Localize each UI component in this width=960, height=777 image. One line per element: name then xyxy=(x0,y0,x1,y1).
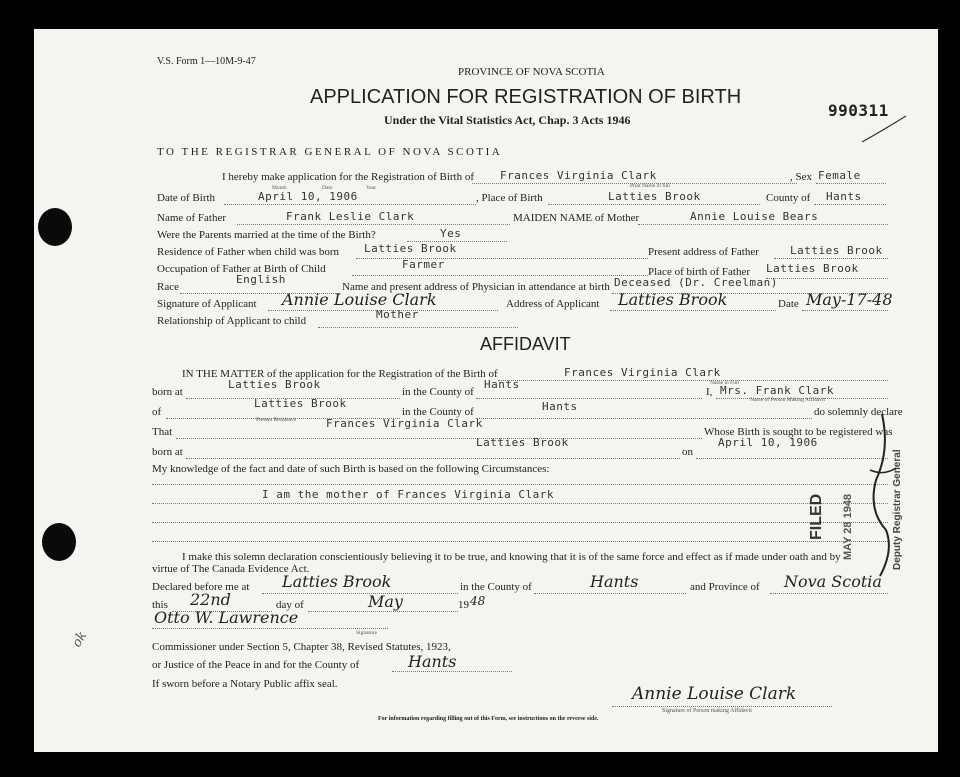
declared-province: Nova Scotia xyxy=(784,572,882,591)
declared-day: 22nd xyxy=(190,590,231,609)
relationship-value: Mother xyxy=(376,308,419,321)
field-line xyxy=(534,593,686,594)
child-name-value: Frances Virginia Clark xyxy=(500,169,657,182)
declared-month: May xyxy=(368,592,403,611)
applicant-signature-label: Signature of Applicant xyxy=(157,298,257,310)
field-line xyxy=(774,258,888,259)
checkmark-icon xyxy=(860,112,910,152)
sex-value: Female xyxy=(818,169,861,182)
field-line xyxy=(224,204,476,205)
applicant-date: May-17-48 xyxy=(806,290,893,309)
field-line xyxy=(152,628,388,629)
month-hint: Month xyxy=(272,185,287,191)
on-label: on xyxy=(682,446,693,458)
date-hint: Date xyxy=(322,185,333,191)
field-line xyxy=(352,275,648,276)
province-heading: PROVINCE OF NOVA SCOTIA xyxy=(458,66,605,78)
field-line xyxy=(476,398,702,399)
county-label: County of xyxy=(766,192,811,204)
relationship-label: Relationship of Applicant to child xyxy=(157,315,307,327)
declared-at: Latties Brook xyxy=(282,572,392,591)
physician-label: Name and present address of Physician in attendance at birth xyxy=(342,281,610,293)
whose-birth-label: Whose Birth is sought to be registered was xyxy=(704,426,893,438)
year-prefix-label: 19 xyxy=(458,599,469,611)
field-line xyxy=(308,611,458,612)
field-line xyxy=(498,380,888,381)
field-line xyxy=(152,503,888,504)
filed-stamp-office: Deputy Registrar General xyxy=(892,449,903,570)
province-label: and Province of xyxy=(690,581,760,593)
race-value: English xyxy=(236,273,286,286)
commissioner-signature: Otto W. Lawrence xyxy=(154,608,299,627)
field-line xyxy=(186,458,680,459)
registration-number: 990311 xyxy=(828,101,889,120)
field-line xyxy=(237,224,510,225)
justice-label: or Justice of the Peace in and for the County of xyxy=(152,659,360,671)
knowledge-label: My knowledge of the fact and date of such Birth is based on the following Circumstances: xyxy=(152,463,550,475)
field-line xyxy=(152,541,888,542)
applicant-address-label: Address of Applicant xyxy=(506,298,600,310)
punch-hole xyxy=(38,208,72,246)
of-label: of xyxy=(152,406,162,418)
field-line xyxy=(802,310,888,311)
deputy-signature-icon xyxy=(862,410,902,580)
field-line xyxy=(318,327,518,328)
margin-mark: ok xyxy=(69,628,91,651)
field-line xyxy=(176,438,702,439)
affiant-hint: Name of Person Making Affidavit xyxy=(750,397,826,403)
field-line xyxy=(476,418,812,419)
print-name-hint: Print Name in full xyxy=(630,183,670,189)
county-label-res: in the County of xyxy=(402,406,474,418)
signature-hint: Signature xyxy=(356,630,378,636)
field-line xyxy=(612,706,832,707)
dob-value: April 10, 1906 xyxy=(258,190,358,203)
county-value: Hants xyxy=(826,190,862,203)
notary-label: If sworn before a Notary Public affix seal. xyxy=(152,678,338,690)
applicant-signature: Annie Louise Clark xyxy=(282,290,437,309)
field-line xyxy=(696,458,888,459)
place-of-birth-value: Latties Brook xyxy=(608,190,701,203)
form-number: V.S. Form 1—10M-9-47 xyxy=(157,56,256,67)
declared-label: Declared before me at xyxy=(152,581,250,593)
born-at-label: born at xyxy=(152,386,183,398)
page-subtitle: Under the Vital Statistics Act, Chap. 3 Acts 1946 xyxy=(384,113,631,127)
day-of-label: day of xyxy=(276,599,304,611)
year-hint: Year xyxy=(366,185,377,191)
this-label: this xyxy=(152,599,168,611)
field-line xyxy=(152,522,888,523)
father-value: Frank Leslie Clark xyxy=(286,210,415,223)
occupation-value: Farmer xyxy=(402,258,445,271)
declared-year: 48 xyxy=(470,594,486,608)
present-residence-hint: Present Residence xyxy=(256,417,297,423)
commissioner-label: Commissioner under Section 5, Chapter 38, Revised Statutes, 1923, xyxy=(152,641,451,653)
punch-hole xyxy=(42,523,76,561)
page-title: APPLICATION FOR REGISTRATION OF BIRTH xyxy=(310,86,742,108)
in-matter-label: IN THE MATTER of the application for the Registration of the Birth of xyxy=(182,368,498,380)
present-address-value: Latties Brook xyxy=(790,244,883,257)
residence-father-label: Residence of Father when child was born xyxy=(157,246,340,258)
affidavit-born-at: Latties Brook xyxy=(228,378,321,391)
field-line xyxy=(770,593,888,594)
field-line xyxy=(392,671,512,672)
father-birthplace-label: Place of birth of Father xyxy=(648,266,751,278)
field-line xyxy=(152,484,888,485)
married-label: Were the Parents married at the time of the Birth? xyxy=(157,229,376,241)
affiant-name: Mrs. Frank Clark xyxy=(720,384,834,397)
declaration-line1: I make this solemn declaration conscientiously believing it to be true, and knowing that it is of the same force and effect as if made under oath and by xyxy=(182,551,841,563)
field-line xyxy=(816,183,886,184)
occupation-label: Occupation of Father at Birth of Child xyxy=(157,263,326,275)
that-name: Frances Virginia Clark xyxy=(326,417,483,430)
present-address-label: Present address of Father xyxy=(648,246,759,258)
dob-label: Date of Birth xyxy=(157,192,216,204)
race-label: Race xyxy=(157,281,179,293)
field-line xyxy=(356,258,648,259)
field-line xyxy=(262,593,458,594)
born-place-2: Latties Brook xyxy=(476,436,569,449)
married-value: Yes xyxy=(440,227,462,240)
filed-stamp-date: MAY 28 1948 xyxy=(842,493,854,560)
declaration-line2: virtue of The Canada Evidence Act. xyxy=(152,563,310,575)
affidavit-heading: AFFIDAVIT xyxy=(480,334,571,354)
name-in-full-hint: Name in Full xyxy=(710,380,740,386)
circumstances-value: I am the mother of Frances Virginia Clark xyxy=(262,488,555,501)
affidavit-child-name: Frances Virginia Clark xyxy=(564,366,721,379)
mother-maiden-value: Annie Louise Bears xyxy=(690,210,819,223)
footer-note: For information regarding filling out of this Form, see instructions on the reverse side. xyxy=(378,716,599,722)
filed-stamp: FILED xyxy=(808,493,825,540)
field-line xyxy=(766,278,888,279)
field-line xyxy=(638,224,888,225)
affiant-signature: Annie Louise Clark xyxy=(632,684,797,704)
father-birthplace-value: Latties Brook xyxy=(766,262,859,275)
field-line xyxy=(548,204,760,205)
intro-label: I hereby make application for the Registration of Birth of xyxy=(222,171,475,183)
physician-value: Deceased (Dr. Creelman) xyxy=(614,276,778,289)
born-date-2: April 10, 1906 xyxy=(718,436,818,449)
place-of-birth-label: , Place of Birth xyxy=(476,192,543,204)
field-line xyxy=(610,310,776,311)
field-line xyxy=(814,204,886,205)
sex-label: , Sex xyxy=(790,171,812,183)
solemnly-label: do solemnly declare xyxy=(814,406,903,418)
affiant-signature-hint: Signature of Person making Affidavit xyxy=(662,708,752,714)
residence-father-value: Latties Brook xyxy=(364,242,457,255)
applicant-address: Latties Brook xyxy=(618,290,728,309)
county-label-aff: in the County of xyxy=(402,386,474,398)
affiant-residence: Latties Brook xyxy=(254,397,347,410)
born-at-label-2: born at xyxy=(152,446,183,458)
registrar-heading: TO THE REGISTRAR GENERAL OF NOVA SCOTIA xyxy=(157,146,503,158)
date-label: Date xyxy=(778,298,799,310)
affiant-residence-county: Hants xyxy=(542,400,578,413)
county-label-declared: in the County of xyxy=(460,581,532,593)
affidavit-county: Hants xyxy=(484,378,520,391)
that-label: That xyxy=(152,426,173,438)
father-label: Name of Father xyxy=(157,212,227,224)
justice-county: Hants xyxy=(408,652,457,671)
i-label: I, xyxy=(706,386,713,398)
maiden-name-label: MAIDEN NAME of Mother xyxy=(513,212,640,224)
declared-county: Hants xyxy=(590,572,639,591)
